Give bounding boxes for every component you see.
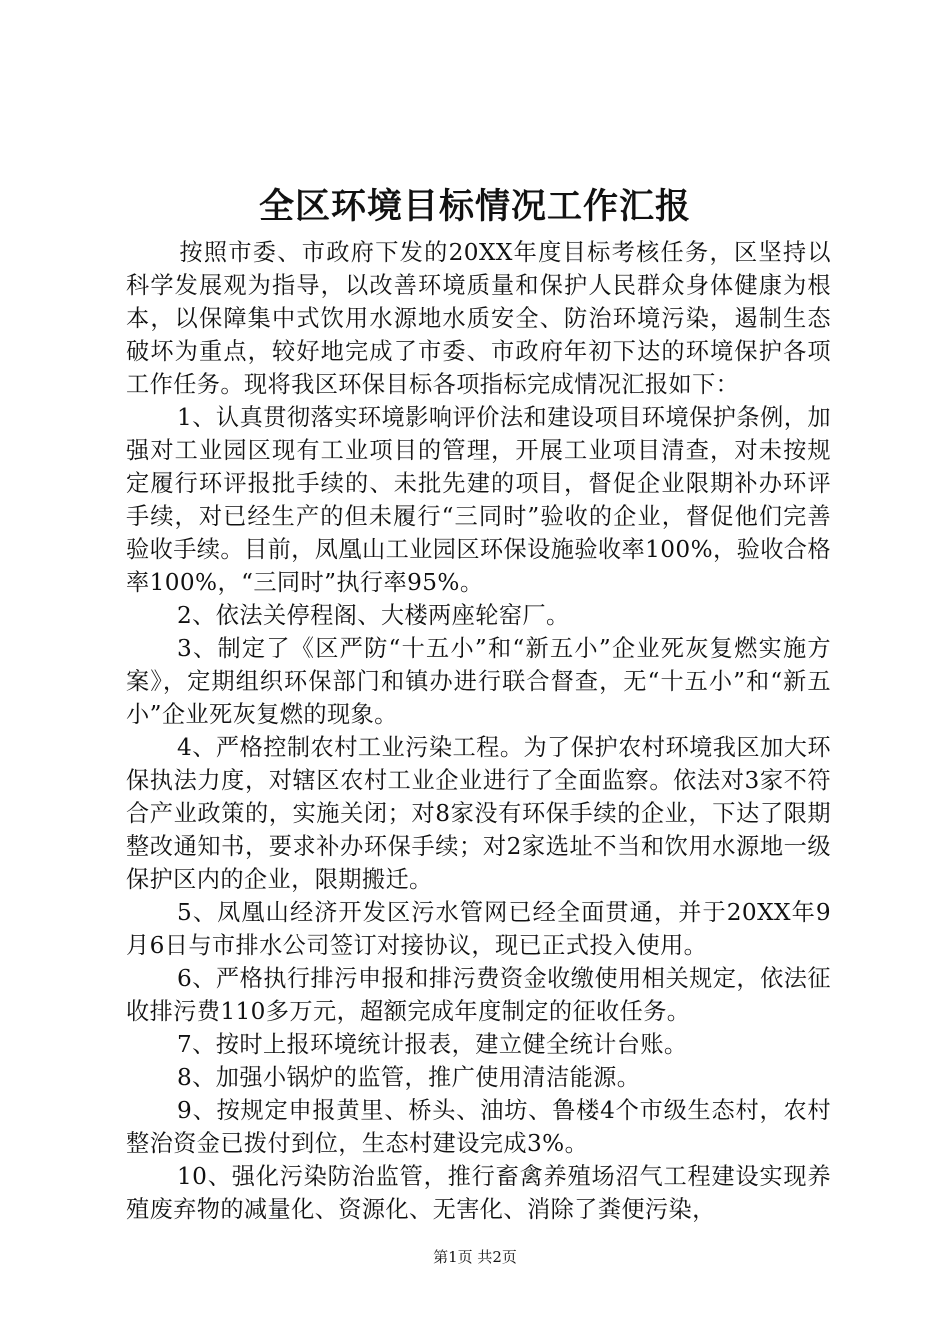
item-paragraph-1: 1、认真贯彻落实环境影响评价法和建设项目环境保护条例，加强对工业园区现有工业项目的管理，开展工业项目清查，对未按规定履行环评报批手续的、未批先建的项目，督促企业限期补办环评手续，对已经生产的但未履行“三同时”验收的企业，督促他们完善验收手续。目前，凤凰山工业园区环保设施验收率100%，验收合格率100%，“三同时”执行率95%。 [126,404,831,596]
item-paragraph-2: 2、依法关停程阁、大楼两座轮窑厂。 [177,602,570,629]
item-paragraph-5: 5、凤凰山经济开发区污水管网已经全面贯通，并于20XX年9月6日与市排水公司签订对接协议，现已正式投入使用。 [126,899,831,959]
item-paragraph-9: 9、按规定申报黄里、桥头、油坊、鲁楼4个市级生态村，农村整治资金已拨付到位，生态村建设完成3%。 [126,1097,831,1157]
item-paragraph-6: 6、严格执行排污申报和排污费资金收缴使用相关规定，依法征收排污费110多万元，超额完成年度制定的征收任务。 [126,965,831,1025]
item-paragraph-7: 7、按时上报环境统计报表，建立健全统计台账。 [177,1031,688,1058]
document-title: 全区环境目标情况工作汇报 [258,186,691,227]
item-paragraph-3: 3、制定了《区严防“十五小”和“新五小”企业死灰复燃实施方案》，定期组织环保部门和镇办进行联合督查，无“十五小”和“新五小”企业死灰复燃的现象。 [126,635,831,728]
intro-paragraph: 按照市委、市政府下发的20XX年度目标考核任务，区坚持以科学发展观为指导，以改善环境质量和保护人民群众身体健康为根本，以保障集中式饮用水源地水质安全、防治环境污染，遏制生态破坏为重点，较好地完成了市委、市政府年初下达的环境保护各项工作任务。现将我区环保目标各项指标完成情况汇报如下： [126,239,831,398]
item-paragraph-4: 4、严格控制农村工业污染工程。为了保护农村环境我区加大环保执法力度，对辖区农村工业企业进行了全面监察。依法对3家不符合产业政策的，实施关闭；对8家没有环保手续的企业，下达了限期整改通知书，要求补办环保手续；对2家选址不当和饮用水源地一级保护区内的企业，限期搬迁。 [126,734,831,893]
item-paragraph-8: 8、加强小锅炉的监管，推广使用清洁能源。 [177,1064,641,1091]
item-paragraph-10: 10、强化污染防治监管，推行畜禽养殖场沼气工程建设实现养殖废弃物的减量化、资源化、无害化、消除了粪便污染， [126,1163,831,1223]
page-number-footer: 第1页 共2页 [433,1248,517,1266]
document-body [126,236,831,1226]
